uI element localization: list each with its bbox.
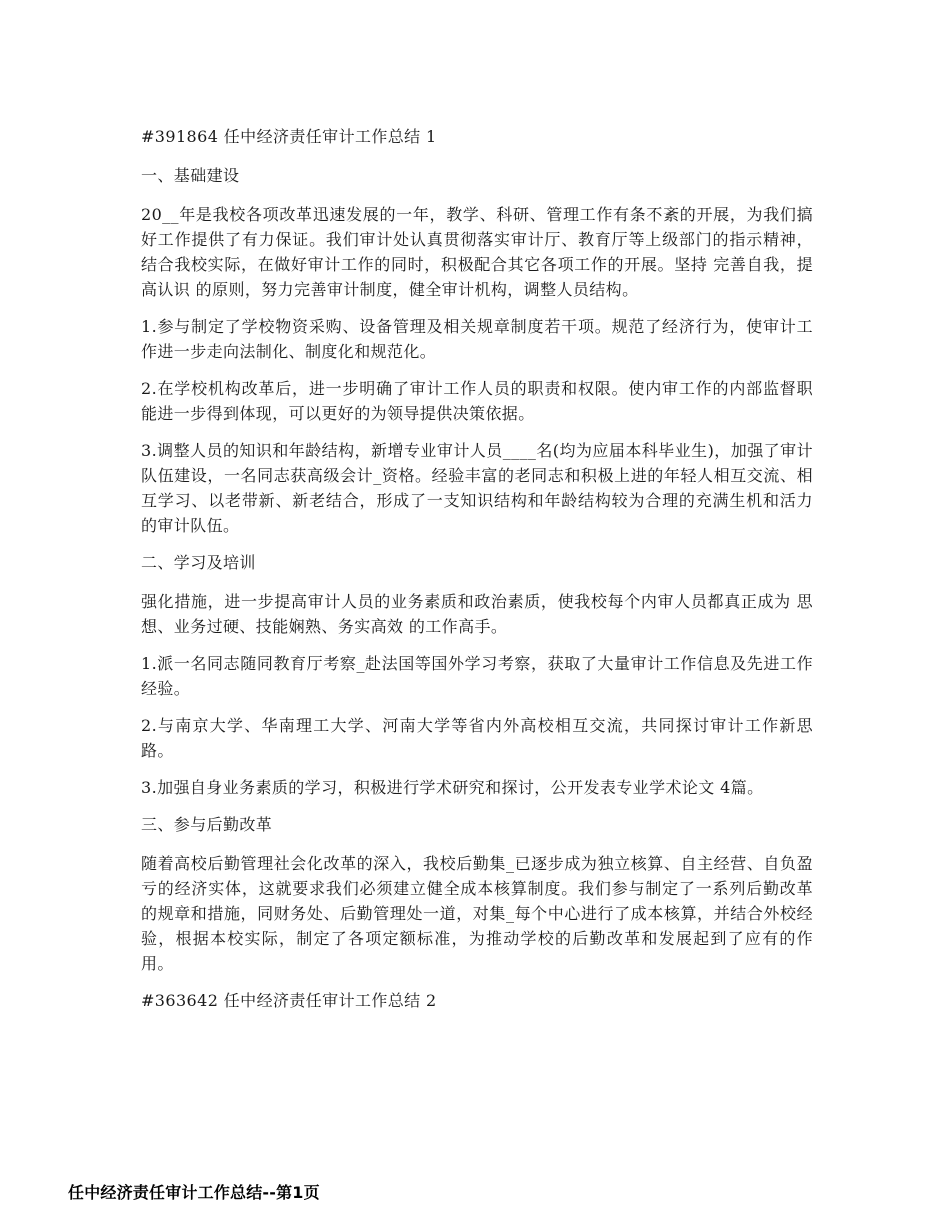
paragraph: 2.在学校机构改革后，进一步明确了审计工作人员的职责和权限。使内审工作的内部监督职能进一步得到体现，可以更好的为领导提供决策依据。 <box>141 379 813 423</box>
paragraph: 1.参与制定了学校物资采购、设备管理及相关规章制度若干项。规范了经济行为，使审计工作进一步走向法制化、制度化和规范化。 <box>141 317 813 361</box>
document-body <box>141 124 813 1027</box>
section-heading: 三、参与后勤改革 <box>141 815 273 834</box>
document-title: #391864 任中经济责任审计工作总结 1 <box>141 127 437 146</box>
paragraph: 1.派一名同志随同教育厅考察_赴法国等国外学习考察，获取了大量审计工作信息及先进工作经验。 <box>141 654 813 698</box>
paragraph: 3.调整人员的知识和年龄结构，新增专业审计人员____名(均为应届本科毕业生)，加强了审计队伍建设，一名同志获高级会计_资格。经验丰富的老同志和积极上进的年轻人相互交流、相互学习、以老带新、新老结合，形成了一支知识结构和年龄结构较为合理的充满生机和活力的审计队伍。 <box>141 441 813 535</box>
paragraph: 20__年是我校各项改革迅速发展的一年，教学、科研、管理工作有条不紊的开展，为我们搞好工作提供了有力保证。我们审计处认真贯彻落实审计厅、教育厅等上级部门的指示精神，结合我校实际，在做好审计工作的同时，积极配合其它各项工作的开展。坚持 完善自我，提高认识 的原则，努力完善审计制度，健全审计机构，调整人员结构。 <box>141 205 813 299</box>
paragraph: 随着高校后勤管理社会化改革的深入，我校后勤集_已逐步成为独立核算、自主经营、自负盈亏的经济实体，这就要求我们必须建立健全成本核算制度。我们参与制定了一系列后勤改革的规章和措施，同财务处、后勤管理处一道，对集_每个中心进行了成本核算，并结合外校经验，根据本校实际，制定了各项定额标准，为推动学校的后勤改革和发展起到了应有的作用。 <box>141 854 813 973</box>
document-title: #363642 任中经济责任审计工作总结 2 <box>141 991 437 1010</box>
page-footer: 任中经济责任审计工作总结--第1页 <box>68 1183 320 1202</box>
paragraph: 3.加强自身业务素质的学习，积极进行学术研究和探讨，公开发表专业学术论文 4篇。 <box>141 778 764 797</box>
section-heading: 二、学习及培训 <box>141 553 256 572</box>
paragraph: 强化措施，进一步提高审计人员的业务素质和政治素质，使我校每个内审人员都真正成为 思想、业务过硬、技能娴熟、务实高效 的工作高手。 <box>141 592 813 636</box>
paragraph: 2.与南京大学、华南理工大学、河南大学等省内外高校相互交流，共同探讨审计工作新思路。 <box>141 716 813 760</box>
section-heading: 一、基础建设 <box>141 166 240 185</box>
